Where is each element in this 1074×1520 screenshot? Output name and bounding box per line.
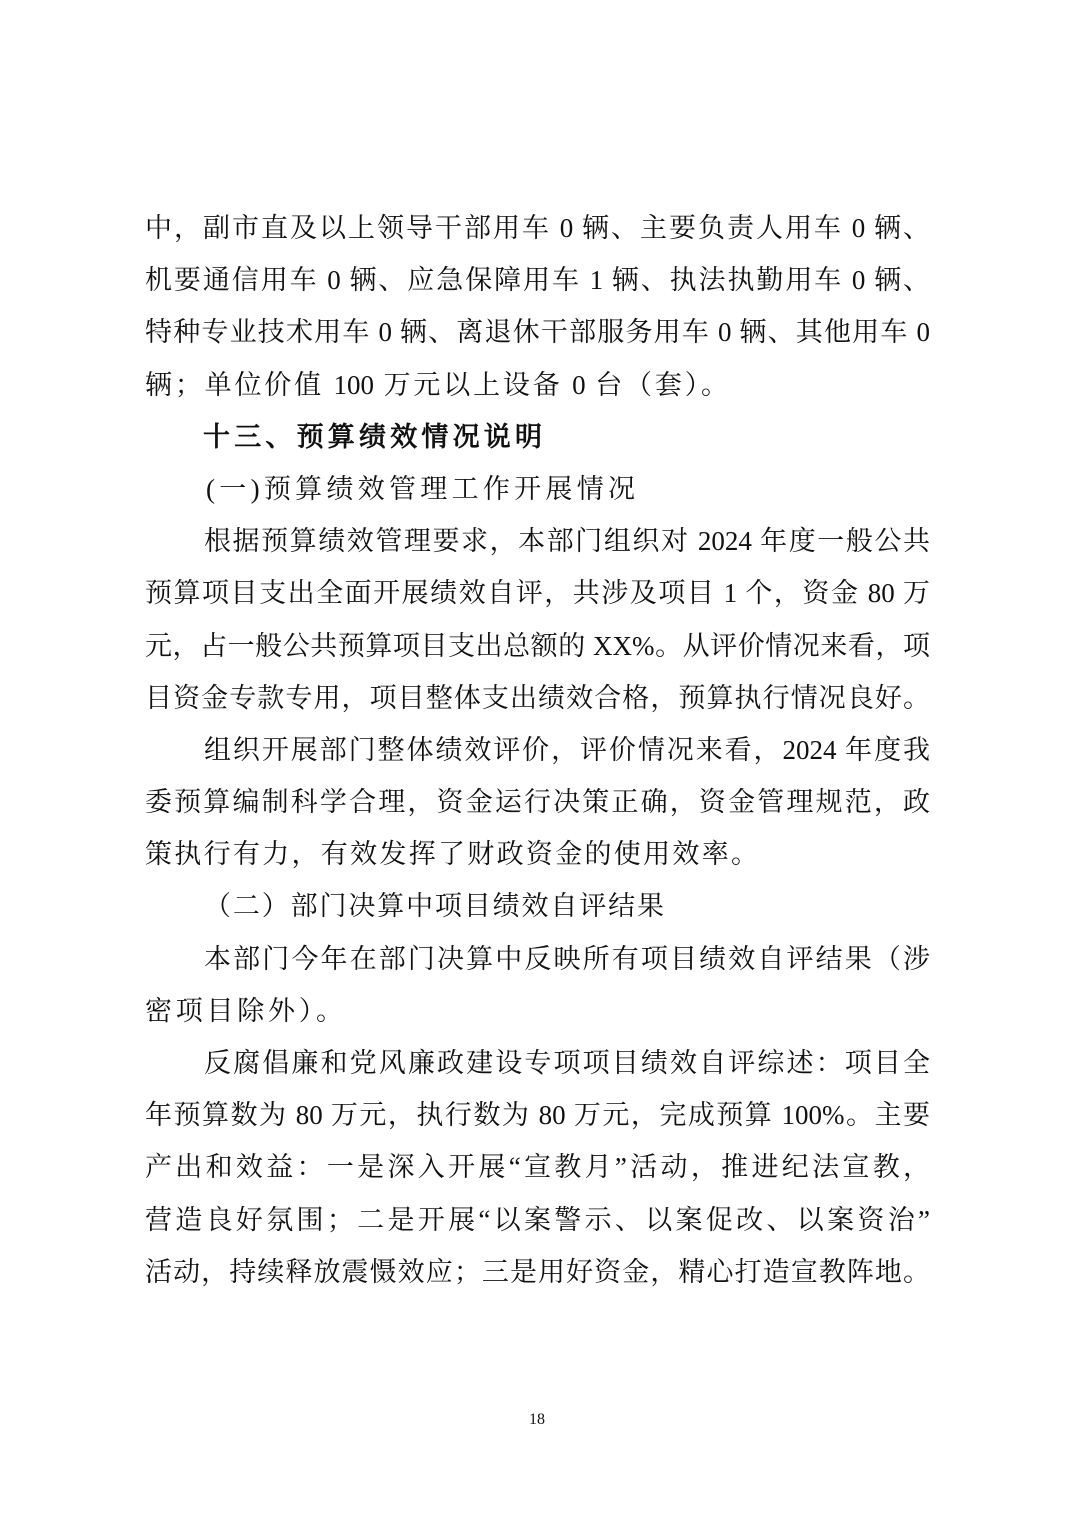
subsection-heading: （二）部门决算中项目绩效自评结果	[204, 891, 664, 922]
paragraph-line: 策执行有力，有效发挥了财政资金的使用效率。	[145, 839, 758, 870]
paragraph-line: 辆；单位价值 100 万元以上设备 0 台（套）。	[145, 369, 728, 400]
document-body	[0, 202, 1074, 1298]
paragraph-line: 密项目除外）。	[145, 995, 343, 1026]
page-number: 18	[529, 1411, 545, 1428]
paragraph-line: 年预算数为 80 万元，执行数为 80 万元，完成预算 100%。主要	[145, 1100, 930, 1131]
paragraph-line: 反腐倡廉和党风廉政建设专项项目绩效自评综述：项目全	[204, 1048, 930, 1078]
paragraph-line: 活动，持续释放震慑效应；三是用好资金，精心打造宣教阵地。	[145, 1256, 930, 1287]
paragraph-line: 特种专业技术用车 0 辆、离退休干部服务用车 0 辆、其他用车 0	[145, 317, 930, 348]
paragraph-line: 根据预算绩效管理要求，本部门组织对 2024 年度一般公共	[204, 526, 930, 557]
paragraph-line: 组织开展部门整体绩效评价，评价情况来看，2024 年度我	[204, 734, 930, 765]
paragraph-line: 预算项目支出全面开展绩效自评，共涉及项目 1 个，资金 80 万	[145, 578, 930, 609]
paragraph-line: 机要通信用车 0 辆、应急保障用车 1 辆、执法执勤用车 0 辆、	[145, 265, 930, 296]
paragraph-line: 本部门今年在部门决算中反映所有项目绩效自评结果（涉	[204, 943, 930, 974]
paragraph-line: 元，占一般公共预算项目支出总额的 XX%。从评价情况来看，项	[145, 630, 930, 661]
section-heading: 十三、预算绩效情况说明	[203, 421, 542, 452]
paragraph-line: 产出和效益：一是深入开展“宣教月”活动，推进纪法宣教，	[145, 1152, 930, 1183]
paragraph-line: 委预算编制科学合理，资金运行决策正确，资金管理规范，政	[145, 787, 930, 818]
paragraph-line: 中，副市直及以上领导干部用车 0 辆、主要负责人用车 0 辆、	[145, 213, 930, 243]
paragraph-line: 营造良好氛围；二是开展“以案警示、以案促改、以案资治”	[145, 1204, 930, 1235]
paragraph-line: 目资金专款专用，项目整体支出绩效合格，预算执行情况良好。	[145, 682, 930, 713]
subsection-heading: (一)预算绩效管理工作开展情况	[206, 473, 635, 504]
